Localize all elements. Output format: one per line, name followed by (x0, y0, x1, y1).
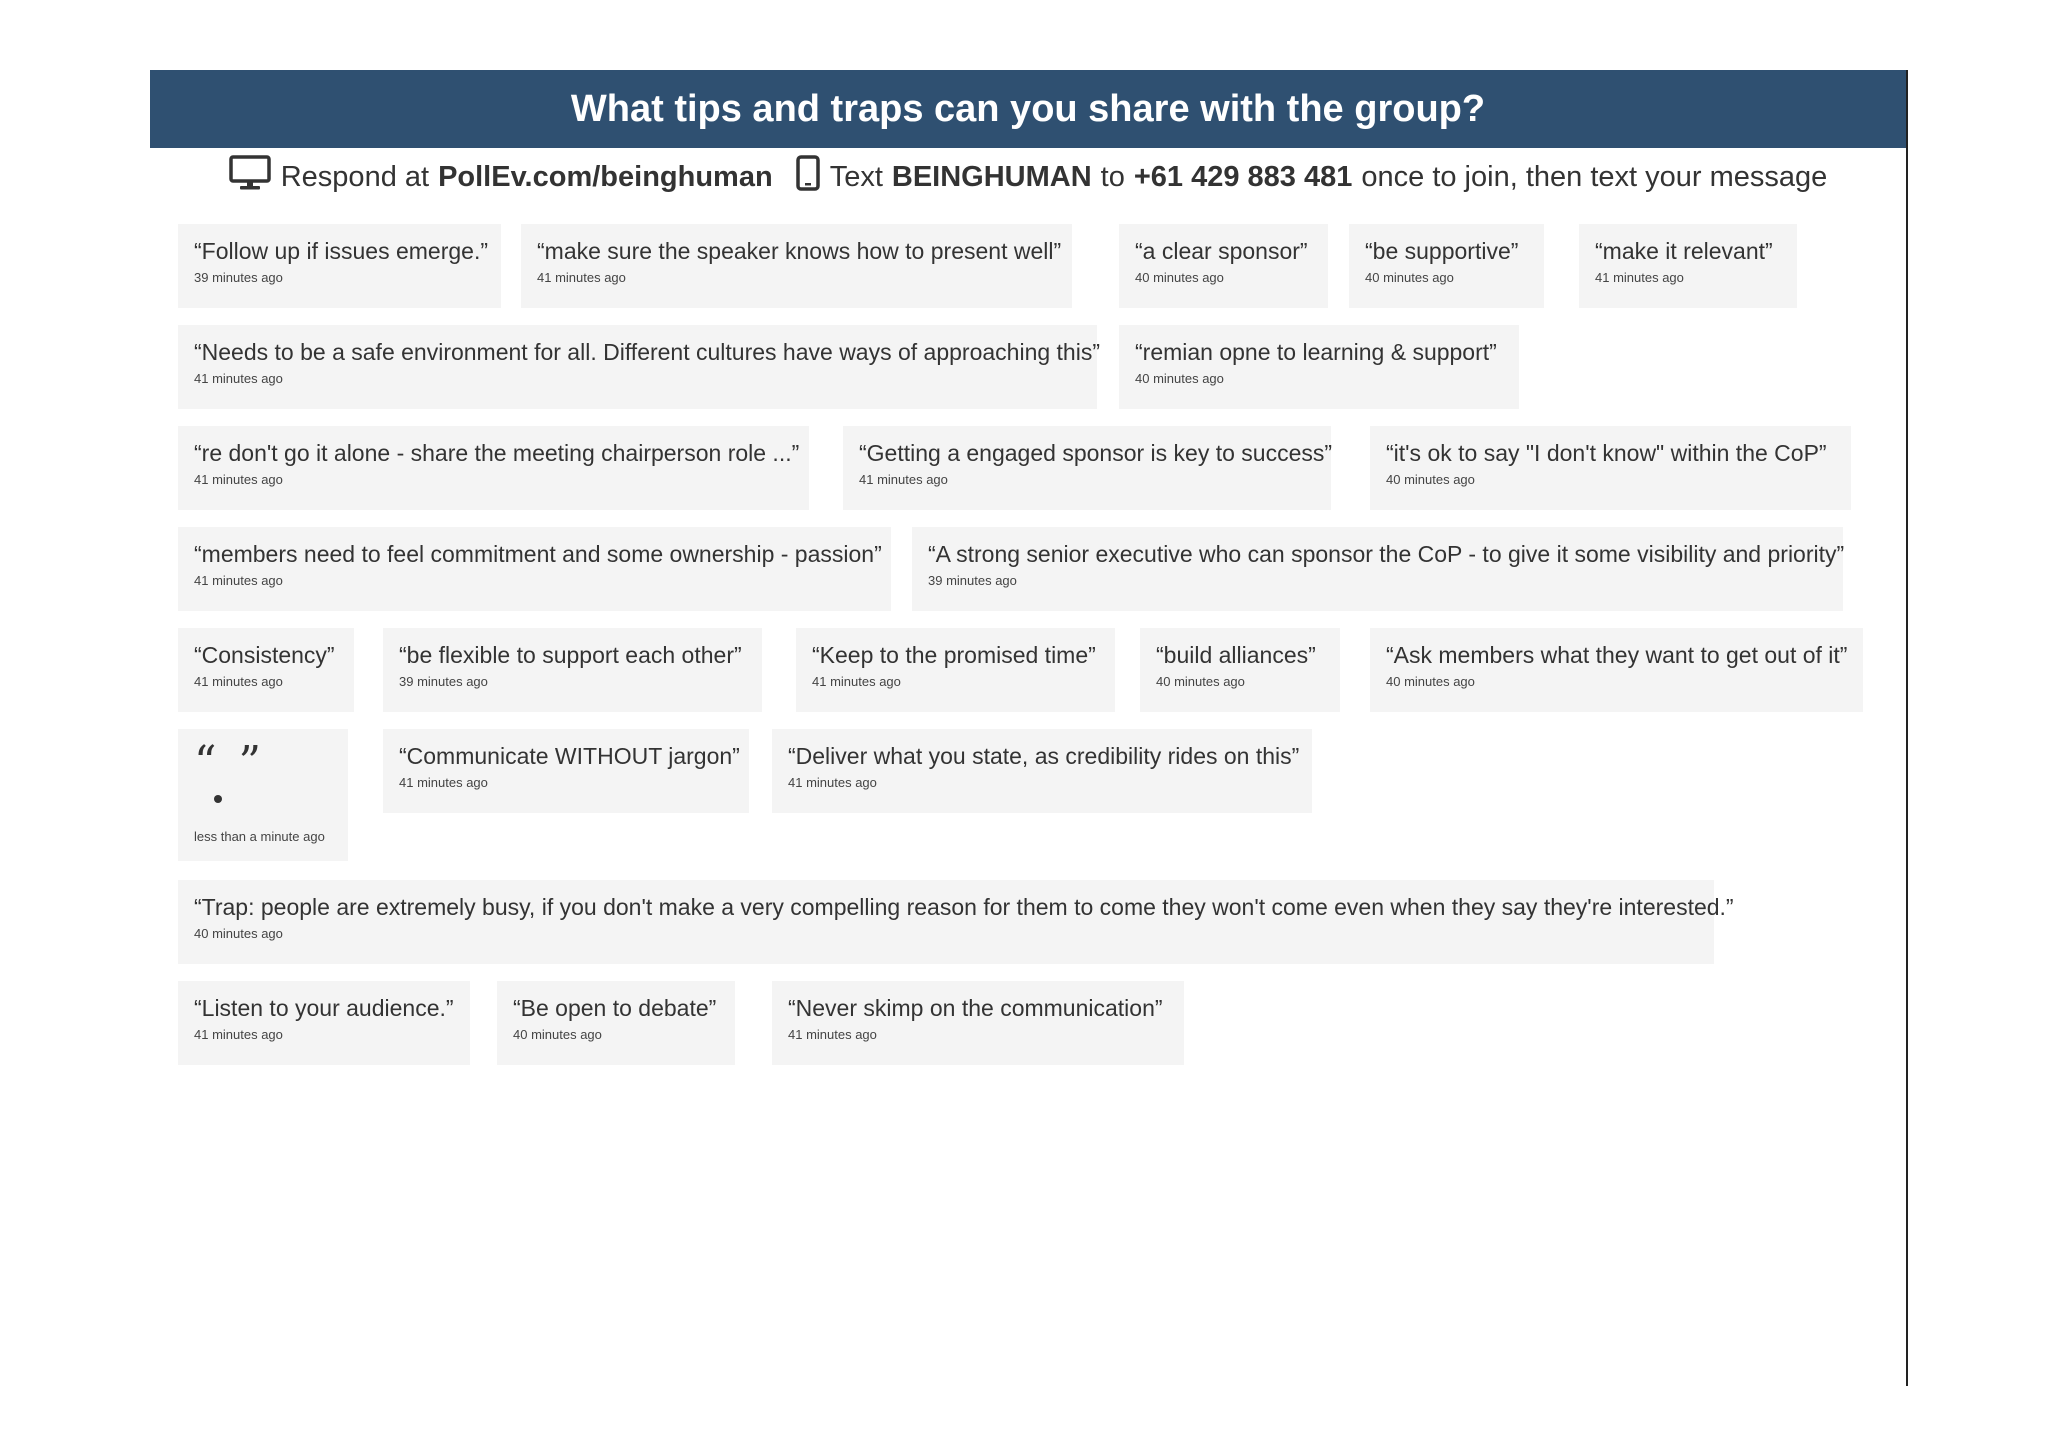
response-text: “members need to feel commitment and some ownership - passion” (194, 541, 882, 567)
response-text: “make sure the speaker knows how to present well” (537, 238, 1062, 264)
response-time: 41 minutes ago (537, 270, 626, 285)
poll-title (150, 70, 1906, 148)
response-card (1370, 628, 1863, 712)
response-card (772, 981, 1184, 1065)
response-time: 41 minutes ago (788, 775, 877, 790)
text-to: to (1100, 160, 1125, 193)
response-text: “remian opne to learning & support” (1135, 339, 1497, 365)
response-card (843, 426, 1331, 510)
poll-title-text: What tips and traps can you share with the group? (570, 87, 1486, 130)
response-card (178, 628, 354, 712)
response-card (383, 729, 749, 813)
response-card (178, 325, 1100, 409)
response-time: 41 minutes ago (194, 371, 283, 386)
response-card (772, 729, 1312, 813)
response-card-empty (178, 729, 348, 861)
response-card (521, 224, 1072, 308)
response-card (1370, 426, 1851, 510)
response-time: 41 minutes ago (194, 573, 283, 588)
response-text: “Needs to be a safe environment for all. Different cultures have ways of approaching this” (194, 339, 1100, 365)
response-text: “Deliver what you state, as credibility rides on this” (788, 743, 1300, 769)
response-text: “Consistency” (194, 642, 335, 668)
page-edge-line (1906, 70, 1908, 1386)
response-time: 41 minutes ago (194, 472, 283, 487)
response-time: 40 minutes ago (1156, 674, 1245, 689)
response-text: “be supportive” (1365, 238, 1519, 264)
emoji-dot-mark (214, 795, 222, 803)
desktop-icon (229, 155, 271, 199)
response-text: “ ” (194, 737, 265, 788)
response-card (912, 527, 1843, 611)
response-time: 39 minutes ago (399, 674, 488, 689)
response-time: 41 minutes ago (812, 674, 901, 689)
response-text: “Communicate WITHOUT jargon” (399, 743, 740, 769)
response-card (178, 527, 891, 611)
response-time: 39 minutes ago (194, 270, 283, 285)
response-time: 40 minutes ago (194, 926, 283, 941)
response-time: 40 minutes ago (1365, 270, 1454, 285)
response-time: 40 minutes ago (1135, 371, 1224, 386)
response-text: “a clear sponsor” (1135, 238, 1308, 264)
response-text: “Never skimp on the communication” (788, 995, 1163, 1021)
response-text: “Keep to the promised time” (812, 642, 1096, 668)
response-card (1579, 224, 1797, 308)
response-time: 40 minutes ago (1135, 270, 1224, 285)
response-time: 41 minutes ago (194, 674, 283, 689)
respond-url[interactable]: PollEv.com/beinghuman (438, 160, 773, 193)
text-keyword: BEINGHUMAN (891, 160, 1092, 193)
response-time: 41 minutes ago (859, 472, 948, 487)
text-prefix: Text (829, 160, 883, 193)
response-text: “A strong senior executive who can sponsor the CoP - to give it some visibility and priority” (928, 541, 1845, 567)
response-time: 40 minutes ago (1386, 472, 1475, 487)
response-time: 41 minutes ago (788, 1027, 877, 1042)
response-card (178, 981, 470, 1065)
response-text: “be flexible to support each other” (399, 642, 742, 668)
response-card (178, 880, 1734, 964)
response-text: “build alliances” (1156, 642, 1316, 668)
response-card (796, 628, 1115, 712)
response-time: 41 minutes ago (399, 775, 488, 790)
response-text: “Be open to debate” (513, 995, 717, 1021)
response-text: “make it relevant” (1595, 238, 1773, 264)
response-text: “Ask members what they want to get out of it” (1386, 642, 1848, 668)
response-card (383, 628, 762, 712)
text-phone-number: +61 429 883 481 (1133, 160, 1353, 193)
response-text: “it's ok to say "I don't know" within the CoP” (1386, 440, 1827, 466)
join-instructions (150, 150, 1906, 204)
text-suffix: once to join, then text your message (1361, 160, 1828, 193)
response-card (1119, 325, 1519, 409)
response-time: 41 minutes ago (1595, 270, 1684, 285)
response-card (178, 426, 809, 510)
response-card (178, 224, 501, 308)
response-card (497, 981, 735, 1065)
response-card (1349, 224, 1544, 308)
response-time: 40 minutes ago (513, 1027, 602, 1042)
response-time: 39 minutes ago (928, 573, 1017, 588)
response-time: 40 minutes ago (1386, 674, 1475, 689)
respond-prefix: Respond at (280, 160, 430, 193)
response-text: “Getting a engaged sponsor is key to success” (859, 440, 1333, 466)
response-time: less than a minute ago (194, 829, 325, 844)
response-text: “re don't go it alone - share the meeting chairperson role ...” (194, 440, 800, 466)
response-text: “Follow up if issues emerge.” (194, 238, 488, 264)
response-card (1119, 224, 1328, 308)
response-card (1140, 628, 1340, 712)
response-text: “Listen to your audience.” (194, 995, 454, 1021)
mobile-phone-icon (796, 155, 820, 199)
response-time: 41 minutes ago (194, 1027, 283, 1042)
response-text: “Trap: people are extremely busy, if you don't make a very compelling reason for them to come they won't come even when they say they're interested.” (194, 894, 1734, 920)
